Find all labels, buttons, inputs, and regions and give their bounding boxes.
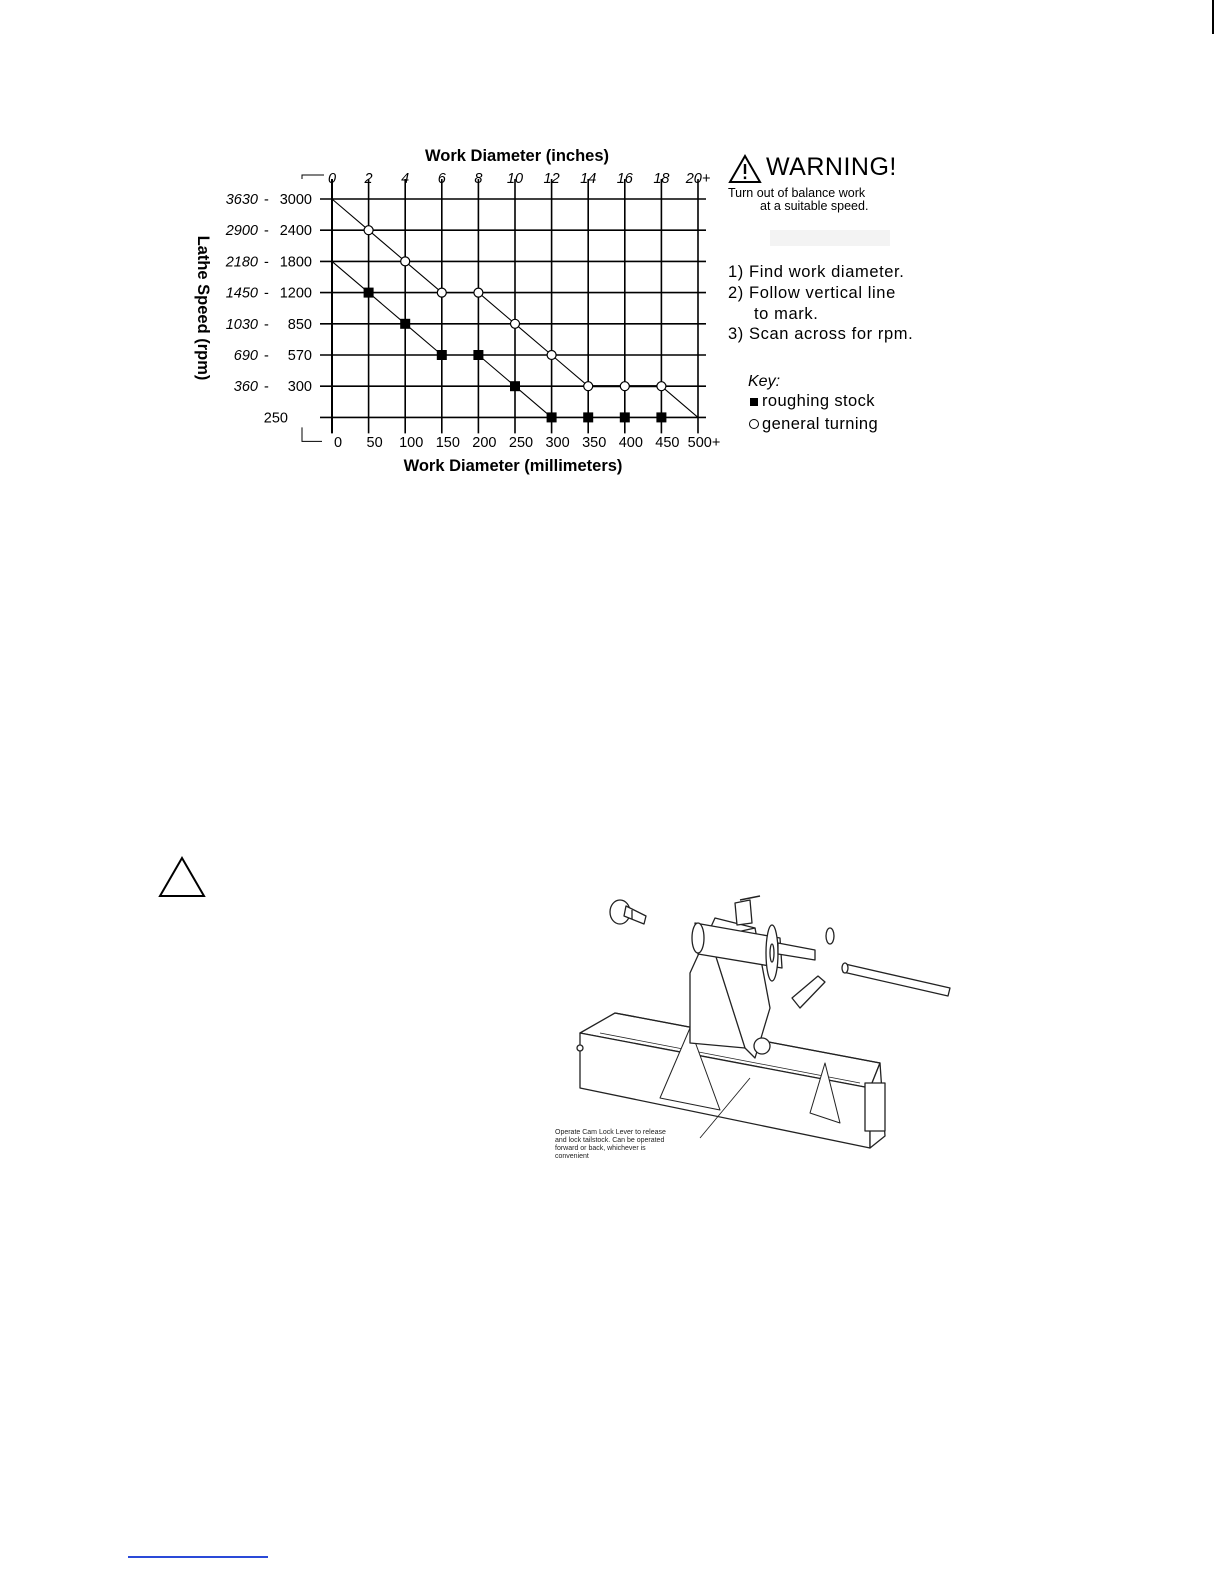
- x-tick-in-label: 12: [543, 171, 560, 187]
- x-tick-in-label: 10: [506, 171, 524, 187]
- x-tick-mm-label: 450: [655, 435, 680, 451]
- key-title: Key:: [748, 373, 781, 390]
- chart-title: Work Diameter (inches): [425, 147, 609, 165]
- x-tick-mm-label: 50: [366, 435, 383, 451]
- y-tick-dash: -: [264, 192, 269, 208]
- x-tick-mm-label: 500+: [687, 435, 721, 451]
- x-tick-in-label: 6: [437, 171, 446, 187]
- general-turning-point: [364, 226, 373, 235]
- footer-link-underline[interactable]: [128, 1556, 268, 1558]
- roughing-square-icon: [750, 398, 758, 406]
- x-tick-in-label: 18: [653, 171, 670, 187]
- chart-y-label: Lathe Speed (rpm): [194, 235, 212, 381]
- y-tick-hi-label: 1030: [225, 316, 258, 333]
- chart-tick-labels: [225, 171, 721, 451]
- y-tick-dash: -: [264, 254, 269, 271]
- x-tick-mm-label: 300: [545, 435, 570, 451]
- roughing-stock-point: [364, 288, 374, 298]
- x-tick-in-label: 20+: [685, 171, 711, 187]
- x-tick-in-label: 14: [580, 171, 597, 187]
- y-tick-dash: -: [264, 379, 269, 396]
- y-tick-hi-label: 360: [233, 379, 258, 396]
- roughing-stock-point: [400, 319, 410, 329]
- x-tick-mm-label: 350: [582, 435, 607, 451]
- tailstock-body-illustration: [690, 896, 834, 1058]
- y-tick-hi-label: 690: [233, 348, 258, 364]
- y-tick-lo-label: 1800: [279, 254, 312, 271]
- roughing-stock-point: [510, 381, 520, 391]
- lathe-speed-chart: [0, 0, 1224, 500]
- general-turning-point: [620, 382, 629, 391]
- y-tick-lo-label: 1200: [279, 285, 312, 302]
- axis-bracket-bottom: [302, 427, 322, 441]
- y-tick-dash: -: [264, 348, 269, 364]
- faded-heading: [770, 230, 890, 246]
- x-tick-in-label: 4: [401, 171, 410, 187]
- step-3: 3) Scan across for rpm.: [728, 325, 914, 343]
- chart-grid: [302, 175, 706, 441]
- y-tick-dash: -: [264, 316, 269, 333]
- general-turning-point: [657, 382, 666, 391]
- y-tick-lo-label: 3000: [279, 192, 312, 208]
- callout-line-4: convenient: [555, 1153, 589, 1160]
- callout-line-2: and lock tailstock. Can be operated: [555, 1137, 665, 1144]
- x-tick-mm-label: 150: [435, 435, 460, 451]
- general-turning-point: [474, 288, 483, 297]
- roughing-stock-point: [583, 412, 593, 422]
- roughing-stock-point: [473, 350, 483, 360]
- warning-title: WARNING!: [766, 153, 897, 181]
- y-tick-lo-label: 300: [287, 379, 312, 396]
- y-tick-lo-label: 2400: [279, 223, 312, 240]
- x-tick-mm-label: 100: [399, 435, 424, 451]
- step-2-cont: to mark.: [754, 305, 819, 323]
- roughing-stock-point: [656, 412, 666, 422]
- callout-line-3: forward or back, whichever is: [555, 1145, 646, 1152]
- general-circle-icon: [749, 419, 759, 429]
- y-tick-hi-label: 2180: [225, 254, 258, 271]
- ram-rod-illustration: [842, 963, 950, 996]
- key-general-label: general turning: [762, 415, 879, 433]
- key-roughing-label: roughing stock: [762, 392, 875, 410]
- general-turning-point: [437, 288, 446, 297]
- y-tick-hi-label: 3630: [225, 192, 258, 208]
- y-tick-dash: -: [264, 223, 269, 240]
- y-tick-hi-label: 2900: [225, 223, 258, 240]
- general-turning-point: [584, 382, 593, 391]
- y-tick-lo-label: 850: [287, 316, 312, 333]
- y-tick-hi-label: 1450: [225, 285, 258, 302]
- roughing-stock-point: [437, 350, 447, 360]
- warning-text-line1: Turn out of balance work: [728, 186, 866, 200]
- x-tick-mm-label: 400: [618, 435, 643, 451]
- x-tick-mm-label: 250: [508, 435, 534, 451]
- x-tick-in-label: 16: [616, 171, 633, 187]
- callout-line-1: Operate Cam Lock Lever to release: [555, 1129, 666, 1136]
- x-tick-in-label: 8: [474, 171, 483, 187]
- chart-x2-label: Work Diameter (millimeters): [403, 457, 623, 475]
- y-tick-lo-label: 570: [287, 348, 312, 364]
- warning-text-line2: at a suitable speed.: [760, 199, 869, 213]
- general-turning-point: [511, 319, 520, 328]
- axis-bracket-top: [302, 175, 324, 179]
- bolt-illustration: [610, 900, 646, 924]
- step-2: 2) Follow vertical line: [728, 284, 896, 302]
- y-tick-hi-label: 250: [263, 410, 288, 427]
- roughing-stock-point: [620, 412, 630, 422]
- x-tick-mm-label: 0: [333, 435, 343, 451]
- warning-triangle-icon: [728, 154, 762, 184]
- general-turning-point: [401, 257, 410, 266]
- y-tick-dash: -: [264, 285, 269, 302]
- x-tick-in-label: 2: [364, 171, 373, 187]
- roughing-stock-point: [547, 412, 557, 422]
- general-turning-point: [547, 351, 556, 360]
- tailstock-diagram: [540, 888, 960, 1168]
- x-tick-in-label: 0: [327, 171, 337, 187]
- x-tick-mm-label: 200: [472, 435, 497, 451]
- step-1: 1) Find work diameter.: [728, 263, 905, 281]
- caution-triangle-icon: [158, 856, 206, 898]
